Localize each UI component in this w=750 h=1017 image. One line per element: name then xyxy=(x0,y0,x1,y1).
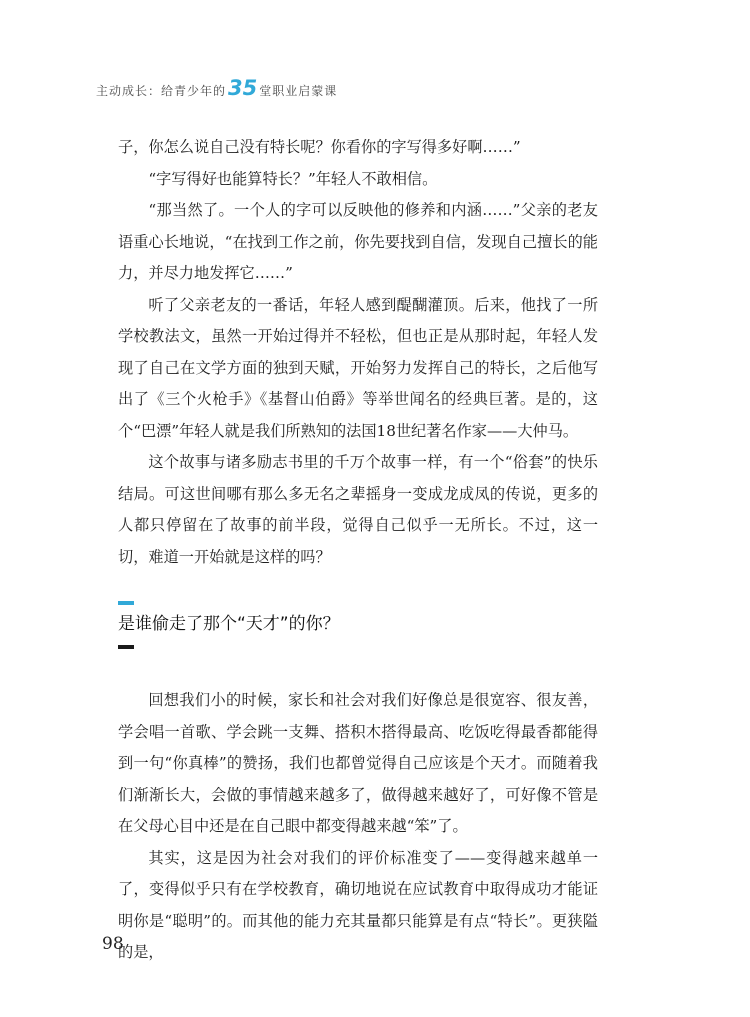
paragraph: 听了父亲老友的一番话，年轻人感到醍醐灌顶。后来，他找了一所学校教法文，虽然一开始过得并不轻松，但也正是从那时起，年轻人发现了自己在文学方面的独到天赋，开始努力发挥自己的特长，之后他写出了《三个火枪手》《基督山伯爵》等举世闻名的经典巨著。是的，这个“巴漂”年轻人就是我们所熟知的法国18世纪著名作家——大仲马。 xyxy=(118,295,598,440)
header-title-suffix: 堂职业启蒙课 xyxy=(259,84,338,98)
heading-accent-bar-top xyxy=(118,601,134,605)
heading-accent-bar-bottom xyxy=(118,645,134,649)
section-heading-block xyxy=(118,601,598,657)
paragraph: “那当然了。一个人的字可以反映他的修养和内涵……”父亲的老友语重心长地说，“在找到工作之前，你先要找到自信，发现自己擅长的能力，并尽力地发挥它……” xyxy=(118,201,598,282)
section-heading: 是谁偷走了那个“天才”的你？ xyxy=(118,614,340,634)
body-text xyxy=(118,132,598,969)
paragraph: 这个故事与诸多励志书里的千万个故事一样，有一个“俗套”的快乐结局。可这世间哪有那么多无名之辈摇身一变成龙成凤的传说，更多的人都只停留在了故事的前半段，觉得自己似乎一无所长。不过，这一切，难道一开始就是这样的吗？ xyxy=(118,453,598,566)
header-title-prefix: 主动成长：给青少年的 xyxy=(96,84,227,98)
running-header xyxy=(96,76,337,100)
paragraph: 其实，这是因为社会对我们的评价标准变了——变得越来越单一了，变得似乎只有在学校教育，确切地说在应试教育中取得成功才能证明你是“聪明”的。而其他的能力充其量都只能算是有点“特长”。更狭隘的是， xyxy=(118,848,598,961)
paragraph: “字写得好也能算特长？”年轻人不敢相信。 xyxy=(148,169,438,188)
paragraph: 子，你怎么说自己没有特长呢？你看你的字写得多好啊……” xyxy=(118,138,521,156)
header-title-number: 35 xyxy=(228,76,258,100)
paragraph: 回想我们小的时候，家长和社会对我们好像总是很宽容、很友善，学会唱一首歌、学会跳一支舞、搭积木搭得最高、吃饭吃得最香都能得到一句“你真棒”的赞扬，我们也都曾觉得自己应该是个天才。而随着我们渐渐长大，会做的事情越来越多了，做得越来越好了，可好像不管是在父母心目中还是在自己眼中都变得越来越“笨”了。 xyxy=(118,691,598,835)
page-number: 98 xyxy=(102,934,124,954)
